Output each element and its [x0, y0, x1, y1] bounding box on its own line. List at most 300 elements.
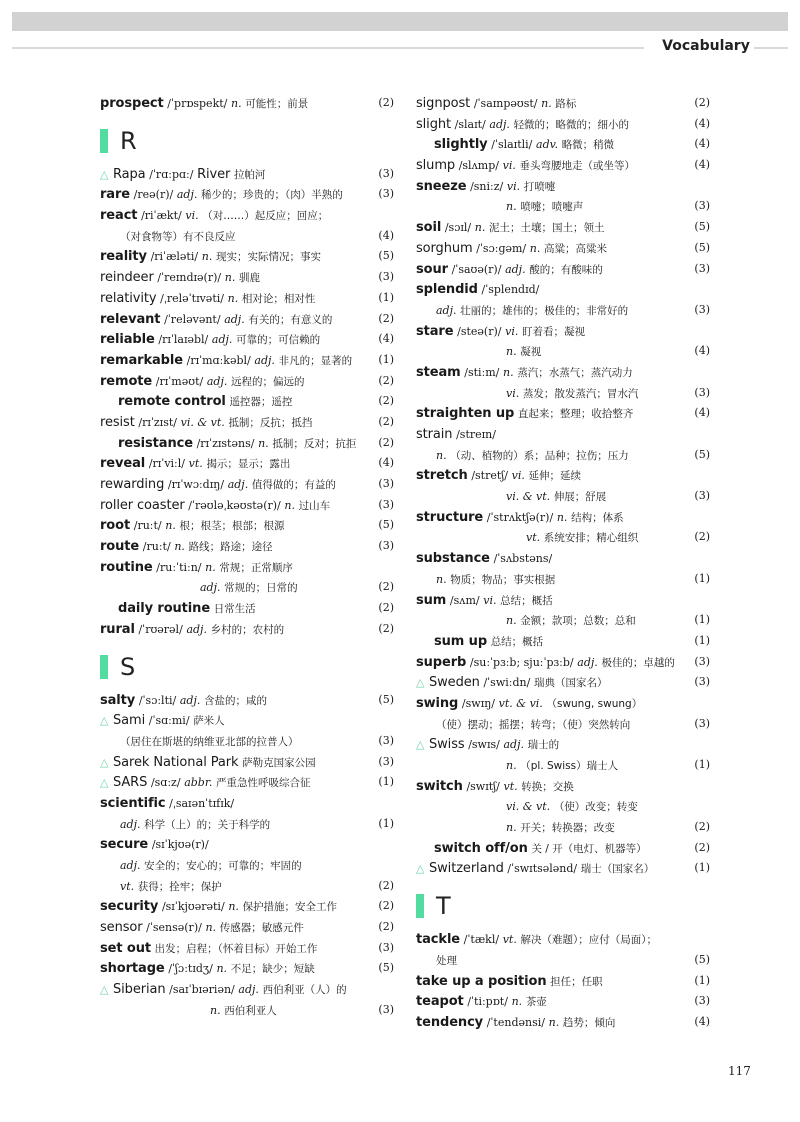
- phonetic: /sɪˈkjʊə(r)/: [151, 838, 209, 852]
- vocab-entry: [416, 776, 710, 797]
- headword: Rapa: [113, 166, 146, 182]
- top-band: [12, 12, 788, 31]
- definition: 可靠的；可信赖的: [236, 334, 321, 347]
- vocab-entry: [100, 474, 394, 495]
- phonetic: /ruːˈtiːn/: [156, 560, 202, 574]
- definition: 延伸；延续: [528, 470, 582, 483]
- part-of-speech: vt.: [526, 531, 541, 545]
- definition: 现实；实际情况；事实: [216, 251, 321, 264]
- unit-number: (1): [694, 633, 710, 647]
- vocab-entry: [100, 917, 394, 938]
- triangle-icon: △: [100, 755, 109, 769]
- vocab-line: [100, 855, 394, 876]
- triangle-icon: △: [100, 983, 109, 997]
- unit-number: (4): [694, 406, 710, 420]
- unit-number: (2): [378, 580, 394, 594]
- unit-number: (2): [378, 311, 394, 325]
- phonetic: /ruːt/: [133, 519, 162, 533]
- right-column: [416, 93, 710, 1033]
- part-of-speech: adj.: [120, 817, 141, 831]
- headword: resistance: [118, 435, 193, 451]
- headword: reindeer: [100, 270, 154, 286]
- headword: tackle: [416, 932, 461, 948]
- phonetic: /sɪˈkjʊərəti/: [161, 900, 225, 914]
- definition: 垂头弯腰地走（或坐等）: [519, 160, 636, 173]
- definition: （使）摆动；摇摆；转弯；（使）突然转向: [436, 718, 631, 731]
- triangle-icon: △: [416, 738, 425, 752]
- definition: 萨勒克国家公园: [242, 756, 316, 769]
- part-of-speech: n.: [205, 921, 217, 935]
- vocab-line: [416, 755, 710, 776]
- vocab-entry: [416, 734, 710, 755]
- vocab-entry: [416, 238, 710, 259]
- header-rule: [12, 47, 644, 49]
- headword: Sarek National Park: [113, 754, 239, 770]
- unit-number: (4): [694, 158, 710, 172]
- phonetic: /suːˈpɜːb; sjuːˈpɜːb/: [469, 655, 574, 669]
- unit-number: (1): [694, 973, 710, 987]
- unit-number: (3): [378, 497, 394, 511]
- unit-number: (5): [378, 961, 394, 975]
- definition: 打喷嚏: [523, 180, 556, 193]
- vocab-entry: [416, 321, 710, 342]
- vocab-entry: [100, 896, 394, 917]
- vocab-entry: [100, 371, 394, 392]
- part-of-speech: vi.: [506, 386, 520, 400]
- headword: soil: [416, 220, 442, 236]
- unit-number: (1): [378, 816, 394, 830]
- headword: route: [100, 539, 140, 555]
- part-of-speech: n.: [506, 345, 517, 359]
- part-of-speech: vi.: [505, 324, 519, 338]
- unit-number: (2): [378, 414, 394, 428]
- definition: 金额；款项；总数；总和: [520, 615, 636, 628]
- vocab-line: [416, 569, 710, 590]
- definition: 稀少的；珍贵的；（肉）半熟的: [201, 189, 343, 202]
- definition: （对食物等）有不良反应: [120, 230, 236, 243]
- unit-number: (3): [694, 302, 710, 316]
- vocab-line: [100, 814, 394, 835]
- triangle-icon: △: [416, 676, 425, 690]
- letter-marker: [100, 129, 108, 153]
- vocab-entry: [100, 309, 394, 330]
- part-of-speech: vi.: [483, 593, 497, 607]
- vocab-line: [416, 300, 710, 321]
- definition: 有关的；有意义的: [248, 313, 333, 326]
- unit-number: (1): [694, 571, 710, 585]
- vocab-entry: [416, 1012, 710, 1033]
- vocab-entry: [416, 259, 710, 280]
- unit-number: (1): [378, 352, 394, 366]
- part-of-speech: n.: [205, 560, 216, 574]
- unit-number: (5): [694, 220, 710, 234]
- part-of-speech: n.: [284, 498, 295, 512]
- phonetic: /sɔɪl/: [444, 221, 472, 235]
- unit-number: (3): [694, 261, 710, 275]
- unit-number: (4): [694, 344, 710, 358]
- vocab-line: [100, 1000, 394, 1021]
- headword: reveal: [100, 456, 146, 472]
- headword: slump: [416, 158, 456, 174]
- unit-number: (5): [378, 249, 394, 263]
- headword: switch off/on: [434, 840, 528, 856]
- unit-number: (3): [378, 166, 394, 180]
- part-of-speech: n.: [231, 97, 242, 110]
- definition: 关 / 开（电灯、机器等）: [531, 842, 647, 855]
- part-of-speech: adj.: [227, 478, 249, 491]
- phonetic: /sʌm/: [449, 593, 480, 607]
- vocab-entry: [416, 155, 710, 176]
- definition: 略微；稍微: [561, 139, 615, 152]
- part-of-speech: adj.: [211, 333, 233, 347]
- part-of-speech: vt.: [502, 933, 517, 947]
- unit-number: (3): [378, 187, 394, 201]
- vocab-entry: [416, 217, 710, 238]
- phonetic: /rɪˈmɑːkəbl/: [186, 353, 251, 367]
- letter-label: S: [120, 652, 136, 681]
- headword: prospect: [100, 96, 164, 111]
- part-of-speech: vi. & vt.: [180, 415, 225, 429]
- phonetic: /rɪˈzɪst/: [138, 415, 177, 429]
- vocab-entry: [100, 515, 394, 536]
- letter-marker: [100, 655, 108, 679]
- vocab-entry: [416, 971, 710, 992]
- vocab-entry: [416, 114, 710, 135]
- definition: 泥土；土壤；国土；领土: [489, 222, 605, 235]
- unit-number: (5): [378, 692, 394, 706]
- headword: switch: [416, 778, 463, 794]
- headword: sorghum: [416, 240, 473, 256]
- unit-number: (2): [378, 920, 394, 934]
- headword: tendency: [416, 1014, 484, 1030]
- headword-suffix: River: [197, 166, 231, 182]
- phonetic: /ˈreləvənt/: [164, 312, 221, 326]
- phonetic: /ˈtiːpɒt/: [467, 995, 508, 1009]
- vocab-line: [416, 445, 710, 466]
- definition: 远程的；偏远的: [231, 375, 305, 388]
- unit-number: (1): [694, 861, 710, 875]
- definition: （对……）起反应；回应；: [202, 210, 329, 223]
- definition: 科学（上）的；关于科学的: [144, 818, 271, 831]
- headword: slight: [416, 116, 451, 132]
- vocab-entry: [100, 93, 394, 114]
- unit-number: (3): [694, 675, 710, 689]
- definition: 茶壶: [525, 996, 547, 1009]
- phonetic: /swɪŋ/: [461, 696, 495, 710]
- headword: Siberian: [113, 982, 166, 998]
- definition: （使）改变；转变: [553, 801, 638, 814]
- part-of-speech: n.: [228, 900, 239, 914]
- headword: remote: [100, 373, 153, 389]
- part-of-speech: n.: [541, 97, 552, 110]
- headword: resist: [100, 414, 135, 430]
- unit-number: (2): [694, 820, 710, 834]
- phonetic: /ˈrʊərəl/: [138, 622, 183, 636]
- headword: signpost: [416, 96, 471, 111]
- headword: remarkable: [100, 352, 183, 368]
- unit-number: (3): [378, 539, 394, 553]
- definition: 总结；概括: [500, 594, 553, 607]
- definition: （swung, swung）: [546, 697, 643, 710]
- phonetic: /ˈstrʌktʃə(r)/: [486, 510, 554, 524]
- headword: steam: [416, 364, 461, 380]
- vocab-line: [416, 341, 710, 362]
- unit-number: (4): [694, 116, 710, 130]
- triangle-icon: △: [416, 862, 425, 876]
- headword: rewarding: [100, 477, 165, 492]
- vocab-line: [416, 838, 710, 859]
- phonetic: /ˈsʌbstəns/: [493, 552, 553, 566]
- vocab-entry: [100, 495, 394, 516]
- phonetic: /ˈsplendɪd/: [481, 283, 540, 297]
- headword: shortage: [100, 961, 165, 977]
- definition: （pl. Swiss）瑞士人: [520, 760, 619, 772]
- part-of-speech: n.: [503, 365, 514, 379]
- letter-heading: [100, 120, 394, 162]
- unit-number: (4): [694, 1014, 710, 1028]
- headword: structure: [416, 509, 484, 525]
- definition: 蒸汽；水蒸气；蒸汽动力: [517, 366, 633, 379]
- definition: 担任；任职: [550, 975, 603, 988]
- definition: （动、植物的）系；品种；拉伤；压力: [450, 449, 629, 462]
- part-of-speech: vi.: [185, 209, 199, 223]
- vocab-entry: [100, 958, 394, 979]
- part-of-speech: n.: [436, 572, 447, 586]
- definition: 处理: [436, 954, 457, 967]
- headword: sum: [416, 592, 447, 608]
- part-of-speech: n.: [529, 241, 541, 255]
- definition: 瑞士的: [527, 739, 560, 752]
- vocab-line: [416, 796, 710, 817]
- definition: 瑞典（国家名）: [533, 677, 608, 690]
- part-of-speech: n.: [506, 821, 517, 835]
- vocab-entry: [100, 288, 394, 309]
- unit-number: (3): [694, 385, 710, 399]
- definition: 严重急性呼吸综合征: [216, 777, 311, 790]
- definition: 轻微的；略微的；细小的: [513, 118, 630, 131]
- unit-number: (2): [378, 899, 394, 913]
- vocab-entry: [416, 93, 710, 114]
- part-of-speech: n.: [506, 200, 517, 214]
- vocab-line: [100, 598, 394, 619]
- part-of-speech: adj.: [206, 374, 228, 388]
- definition: 蒸发；散发蒸汽；冒水汽: [522, 387, 639, 400]
- headword: slightly: [434, 137, 488, 153]
- part-of-speech: vt.: [120, 879, 135, 893]
- vocab-entry: [416, 362, 710, 383]
- part-of-speech: adj.: [577, 655, 598, 669]
- vocab-entry: [100, 690, 394, 711]
- headword: swing: [416, 695, 459, 711]
- part-of-speech: adj.: [224, 312, 245, 326]
- definition: 常规的；日常的: [224, 582, 298, 595]
- vocab-entry: [416, 548, 710, 569]
- headword: teapot: [416, 994, 464, 1010]
- unit-number: (2): [378, 394, 394, 408]
- vocab-line: [416, 383, 710, 404]
- vocab-entry: [100, 184, 394, 205]
- definition: 出发；启程；（怀着目标）开始工作: [154, 942, 318, 955]
- vocab-line: [416, 527, 710, 548]
- vocab-line: [416, 714, 710, 735]
- unit-number: (5): [378, 518, 394, 532]
- headword: relativity: [100, 290, 157, 306]
- definition: 不足；缺少；短缺: [230, 963, 315, 976]
- vocab-line: [100, 433, 394, 454]
- vocab-entry: [416, 279, 710, 300]
- unit-number: (3): [694, 199, 710, 213]
- phonetic: /ˈsaʊə(r)/: [451, 262, 502, 276]
- vocab-entry: [100, 619, 394, 640]
- letter-heading: [100, 646, 394, 688]
- part-of-speech: n.: [474, 221, 486, 235]
- left-column: [100, 93, 394, 1021]
- unit-number: (4): [378, 332, 394, 346]
- vocab-entry: [100, 938, 394, 959]
- vocab-line: [100, 226, 394, 247]
- definition: 伸展；舒展: [553, 491, 607, 504]
- headword: root: [100, 518, 131, 534]
- part-of-speech: vi.: [502, 159, 516, 173]
- unit-number: (4): [694, 137, 710, 151]
- vocab-entry: [416, 507, 710, 528]
- phonetic: /sniːz/: [470, 179, 504, 193]
- headword: Switzerland: [429, 861, 504, 877]
- headword: strain: [416, 427, 453, 442]
- part-of-speech: n.: [436, 448, 447, 462]
- headword: salty: [100, 692, 136, 708]
- vocab-entry: [416, 424, 710, 445]
- vocab-line: [416, 196, 710, 217]
- part-of-speech: n.: [216, 962, 228, 976]
- phonetic: /ˈsɑːmi/: [148, 714, 190, 728]
- definition: 喷嚏；喷嚏声: [520, 201, 584, 214]
- vocab-entry: [100, 752, 394, 773]
- phonetic: /rɪˈlaɪəbl/: [158, 333, 209, 347]
- vocab-entry: [416, 858, 710, 879]
- definition: 解决（难题）；应付（局面）；: [520, 934, 658, 947]
- part-of-speech: adj.: [120, 859, 141, 872]
- definition: 路线；路途；途径: [188, 541, 273, 554]
- vocab-entry: [416, 403, 710, 424]
- unit-number: (3): [378, 270, 394, 284]
- phonetic: /rɪˈviːl/: [148, 457, 185, 471]
- part-of-speech: n.: [506, 614, 517, 628]
- vocab-entry: [416, 590, 710, 611]
- phonetic: /stiːm/: [464, 365, 500, 379]
- phonetic: /ˈprɒspekt/: [167, 97, 228, 110]
- part-of-speech: n.: [224, 271, 236, 285]
- vocab-entry: [100, 267, 394, 288]
- unit-number: (3): [694, 654, 710, 668]
- unit-number: (4): [378, 456, 394, 470]
- headword: react: [100, 208, 138, 224]
- phonetic: /ˈsaɪnpəʊst/: [473, 97, 538, 110]
- phonetic: /ˈreɪndɪə(r)/: [157, 271, 222, 285]
- phonetic: /ˌsaɪənˈtɪfɪk/: [169, 796, 235, 810]
- definition: 壮丽的；雄伟的；极佳的；非常好的: [460, 304, 629, 317]
- vocab-entry: [100, 793, 394, 814]
- unit-number: (5): [694, 240, 710, 254]
- phonetic: /saɪˈbɪəriən/: [169, 983, 235, 997]
- phonetic: /steə(r)/: [457, 324, 502, 338]
- letter-heading: [416, 885, 710, 927]
- definition: 保护措施；安全工作: [242, 901, 338, 914]
- phonetic: /ˈswɪtsələnd/: [507, 862, 578, 876]
- vocab-entry: [416, 652, 710, 673]
- headword: set out: [100, 940, 151, 956]
- page-number: 117: [728, 1064, 751, 1078]
- phonetic: /ˈsensə(r)/: [146, 921, 202, 935]
- definition: 乡村的；农村的: [210, 623, 285, 636]
- triangle-icon: △: [100, 714, 109, 728]
- phonetic: /ˈsɔːlti/: [138, 693, 177, 707]
- headword: stretch: [416, 468, 468, 484]
- definition: 含盐的；咸的: [204, 694, 268, 707]
- phonetic: /ˈsɔːɡəm/: [476, 241, 527, 255]
- phonetic: /streɪn/: [456, 428, 496, 441]
- definition: （居住在斯堪的纳维亚北部的拉普人）: [120, 735, 299, 748]
- definition: 极佳的；卓越的: [601, 656, 675, 669]
- headword: substance: [416, 551, 490, 567]
- headword: sneeze: [416, 178, 467, 194]
- triangle-icon: △: [100, 167, 109, 181]
- vocab-line: [100, 876, 394, 897]
- unit-number: (3): [378, 940, 394, 954]
- vocab-entry: [100, 246, 394, 267]
- vocab-line: [416, 610, 710, 631]
- part-of-speech: adj.: [489, 117, 510, 131]
- definition: 西伯利亚（人）的: [262, 984, 347, 997]
- part-of-speech: n.: [506, 759, 517, 772]
- vocab-entry: [100, 772, 394, 793]
- vocab-line: [416, 134, 710, 155]
- unit-number: (2): [694, 840, 710, 854]
- unit-number: (1): [378, 775, 394, 789]
- headword: superb: [416, 654, 467, 670]
- phonetic: /ˈslaɪtli/: [491, 138, 533, 152]
- definition: 值得做的；有益的: [251, 479, 336, 491]
- part-of-speech: n.: [227, 291, 239, 305]
- definition: 传感器；敏感元件: [219, 922, 304, 935]
- phonetic: /slʌmp/: [458, 159, 499, 173]
- vocab-entry: [100, 710, 394, 731]
- phonetic: /stretʃ/: [471, 469, 508, 483]
- part-of-speech: n.: [548, 1015, 560, 1029]
- vocab-entry: [100, 350, 394, 371]
- phonetic: /ˈtendənsi/: [486, 1015, 545, 1029]
- definition: 抵制；反抗；抵挡: [228, 416, 313, 429]
- phonetic: /ˌreləˈtɪvəti/: [160, 291, 224, 305]
- vocab-entry: [416, 693, 710, 714]
- vocab-entry: [100, 412, 394, 433]
- part-of-speech: n.: [210, 1003, 221, 1017]
- definition: 凝视: [520, 346, 542, 359]
- phonetic: /swɪtʃ/: [466, 779, 500, 793]
- unit-number: (2): [378, 435, 394, 449]
- unit-number: (1): [694, 758, 710, 771]
- unit-number: (2): [694, 96, 710, 109]
- definition: 开关；转换器；改变: [520, 822, 615, 835]
- vocab-entry: [100, 834, 394, 855]
- phonetic: /sɑːz/: [150, 776, 181, 790]
- headword: scientific: [100, 795, 166, 811]
- unit-number: (3): [378, 477, 394, 490]
- definition: 高粱；高粱米: [544, 242, 608, 255]
- part-of-speech: n.: [556, 510, 568, 524]
- vocab-entry: [416, 672, 710, 693]
- definition: 转换；交换: [521, 780, 574, 793]
